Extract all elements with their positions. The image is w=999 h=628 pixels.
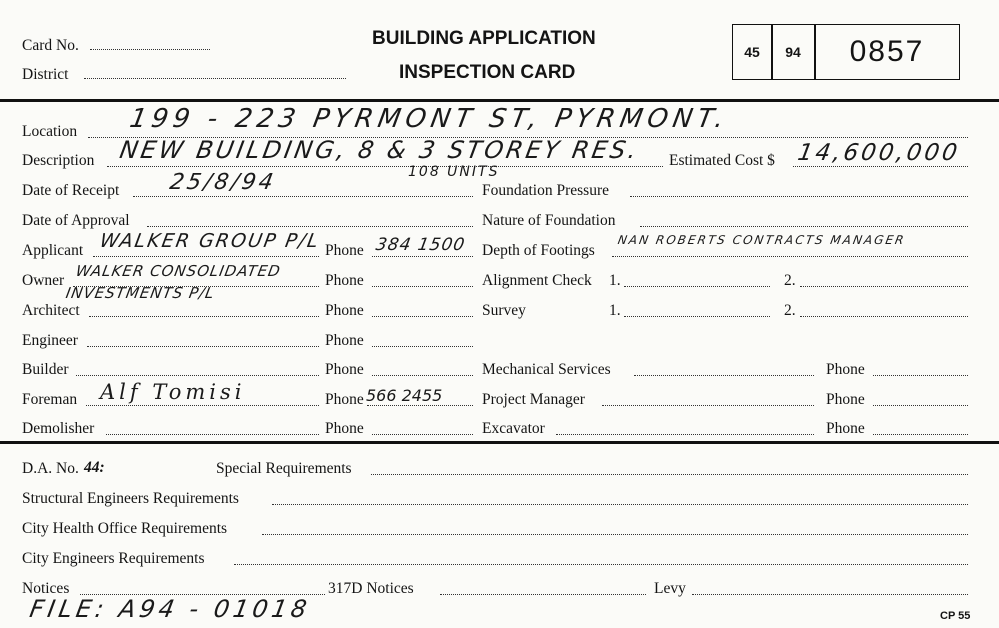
description-units-value: 108 UNITS [408, 164, 500, 180]
applicant-field [93, 256, 319, 257]
nature-of-foundation-label: Nature of Foundation [482, 212, 616, 229]
applicant-phone-value: 384 1500 [374, 235, 467, 255]
city-engineers-field [234, 564, 968, 565]
mechanical-services-phone-field [873, 375, 968, 376]
description-field [107, 166, 663, 167]
owner-value-line2: INVESTMENTS P/L [64, 284, 217, 302]
card-no-label: Card No. [22, 37, 79, 54]
foreman-field [86, 405, 319, 406]
alignment-check-1-field [624, 286, 770, 287]
builder-phone-label: Phone [325, 361, 364, 378]
survey-2-field [800, 316, 968, 317]
district-field [84, 78, 346, 79]
application-number-part2: 94 [785, 44, 801, 60]
foundation-pressure-label: Foundation Pressure [482, 182, 610, 199]
architect-phone-field [372, 316, 473, 317]
city-health-field [262, 534, 968, 535]
engineer-phone-label: Phone [325, 332, 364, 349]
applicant-value: WALKER GROUP P/L [98, 230, 322, 252]
nature-of-foundation-field [640, 226, 968, 227]
project-manager-phone-field [873, 405, 968, 406]
mechanical-services-phone-label: Phone [826, 361, 865, 378]
special-requirements-field [371, 474, 968, 475]
section-divider [0, 441, 999, 444]
survey-1-field [624, 316, 770, 317]
project-manager-label: Project Manager [482, 391, 585, 408]
owner-phone-label: Phone [325, 272, 364, 289]
levy-field [692, 594, 968, 595]
architect-phone-label: Phone [325, 302, 364, 319]
survey-label: Survey [482, 302, 526, 319]
date-of-approval-field [147, 226, 473, 227]
depth-of-footings-field [612, 256, 968, 257]
project-manager-phone-label: Phone [826, 391, 865, 408]
builder-phone-field [372, 375, 473, 376]
da-no-value: 44: [84, 459, 105, 476]
mechanical-services-field [634, 375, 814, 376]
estimated-cost-label: Estimated Cost $ [669, 152, 775, 169]
demolisher-phone-label: Phone [325, 420, 364, 437]
demolisher-field [106, 434, 319, 435]
foundation-pressure-field [630, 196, 968, 197]
demolisher-phone-field [372, 434, 473, 435]
date-of-receipt-value: 25/8/94 [167, 170, 279, 195]
owner-phone-field [372, 286, 473, 287]
builder-label: Builder [22, 361, 69, 378]
demolisher-label: Demolisher [22, 420, 95, 437]
levy-label: Levy [654, 580, 686, 597]
engineer-label: Engineer [22, 332, 78, 349]
estimated-cost-value: 14,600,000 [795, 140, 962, 166]
engineer-field [87, 346, 319, 347]
form-subtitle: INSPECTION CARD [399, 62, 576, 83]
alignment-check-2-label: 2. [784, 272, 796, 289]
description-value: NEW BUILDING, 8 & 3 STOREY RES. [117, 136, 642, 164]
project-manager-field [602, 405, 814, 406]
applicant-label: Applicant [22, 242, 84, 259]
excavator-phone-field [873, 434, 968, 435]
structural-engineers-label: Structural Engineers Requirements [22, 490, 239, 507]
excavator-field [556, 434, 814, 435]
foreman-phone-label: Phone [325, 391, 364, 408]
survey-2-label: 2. [784, 302, 796, 319]
owner-label: Owner [22, 272, 65, 289]
card-no-field [90, 49, 210, 50]
description-label: Description [22, 152, 95, 169]
notices-317d-label: 317D Notices [328, 580, 414, 597]
date-of-receipt-label: Date of Receipt [22, 182, 120, 199]
mechanical-services-label: Mechanical Services [482, 361, 611, 378]
notices-label: Notices [22, 580, 70, 597]
application-number-box [732, 24, 960, 80]
da-no-label: D.A. No. [22, 460, 79, 477]
builder-field [76, 375, 319, 376]
depth-of-footings-value: NAN ROBERTS CONTRACTS MANAGER [616, 233, 907, 247]
location-label: Location [22, 123, 78, 140]
application-number: 0857 [849, 35, 925, 68]
alignment-check-2-field [800, 286, 968, 287]
alignment-check-1-label: 1. [609, 272, 621, 289]
survey-1-label: 1. [609, 302, 621, 319]
foreman-phone-value: 566 2455 [366, 386, 443, 405]
date-of-receipt-field [133, 196, 473, 197]
owner-value: WALKER CONSOLIDATED [74, 262, 283, 280]
city-health-label: City Health Office Requirements [22, 520, 228, 537]
location-value: 199 - 223 PYRMONT ST, PYRMONT. [127, 104, 732, 134]
city-engineers-label: City Engineers Requirements [22, 550, 205, 567]
foreman-value: Alf Tomisi [100, 380, 246, 404]
file-reference: FILE: A94 - 01018 [27, 595, 313, 623]
excavator-label: Excavator [482, 420, 545, 437]
architect-label: Architect [22, 302, 80, 319]
notices-317d-field [440, 594, 646, 595]
form-title: BUILDING APPLICATION [372, 28, 596, 49]
special-requirements-label: Special Requirements [216, 460, 352, 477]
depth-of-footings-label: Depth of Footings [482, 242, 595, 259]
applicant-phone-label: Phone [325, 242, 364, 259]
engineer-phone-field [372, 346, 473, 347]
excavator-phone-label: Phone [826, 420, 865, 437]
alignment-check-label: Alignment Check [482, 272, 592, 289]
foreman-phone-field [367, 405, 473, 406]
form-code: CP 55 [940, 610, 971, 622]
application-number-part1: 45 [744, 44, 760, 60]
applicant-phone-field [372, 256, 473, 257]
district-label: District [22, 66, 69, 83]
architect-field [89, 316, 319, 317]
header-divider [0, 99, 999, 102]
structural-engineers-field [272, 504, 968, 505]
date-of-approval-label: Date of Approval [22, 212, 130, 229]
estimated-cost-field [793, 166, 968, 167]
foreman-label: Foreman [22, 391, 78, 408]
